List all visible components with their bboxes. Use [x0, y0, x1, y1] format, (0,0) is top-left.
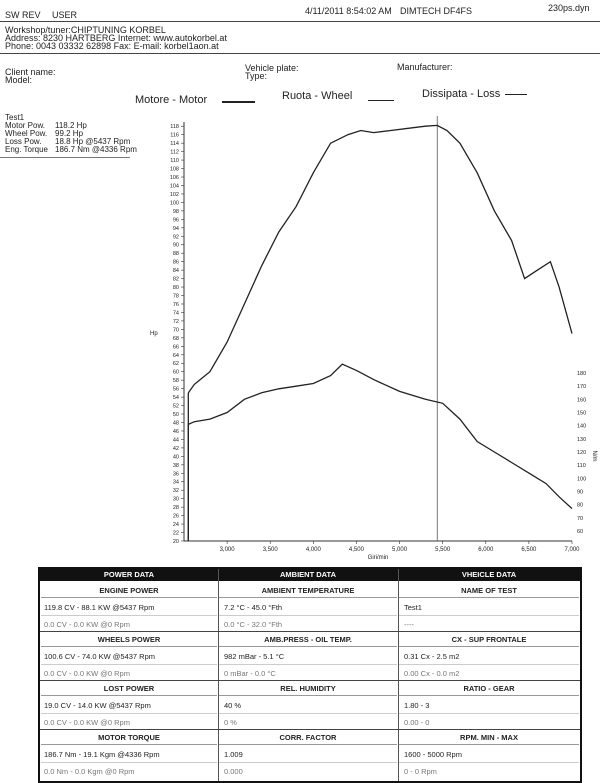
model-label: Model: [5, 75, 33, 85]
table-cell-rule [41, 762, 217, 763]
vehicle-plate-label: Vehicle plate: [245, 63, 299, 73]
x-tick-label: 3,500 [262, 547, 278, 553]
loss-pow-value: 18.8 Hp @5437 Rpm [55, 137, 131, 146]
x-axis-label: Giri/min [367, 555, 389, 561]
y-tick-label: 118 [170, 124, 179, 131]
y-tick-label: 108 [169, 166, 179, 173]
table-cell-value: 1600 - 5000 Rpm [404, 750, 462, 759]
y-tick-label: 72 [172, 318, 179, 325]
test-name: Test1 [5, 113, 25, 122]
table-cell-rule [41, 664, 217, 665]
table-cell-title: MOTOR TORQUE [98, 733, 160, 742]
y-tick-label: 48 [172, 420, 179, 427]
y-tick-label: 88 [172, 251, 179, 258]
y-tick-label: 56 [172, 386, 179, 393]
wheel-pow-label: Wheel Pow. [5, 129, 48, 138]
y-tick-label: 22 [172, 530, 179, 537]
table-cell-rule [399, 597, 579, 598]
torque-line [188, 364, 572, 508]
table-cell-rule [41, 597, 217, 598]
wheel-pow-value: 99.2 Hp [55, 129, 84, 138]
y-tick-label: 60 [172, 369, 179, 376]
y-tick-label: 82 [172, 276, 179, 283]
table-cell-value: 7.2 °C - 45.0 °Fth [224, 603, 283, 612]
col-divider-2 [398, 569, 399, 781]
y-tick-label: 106 [169, 175, 179, 182]
table-cell-secondary-value: 0.00 - 0 [404, 718, 430, 727]
table-cell-value: 100.6 CV - 74.0 KW @5437 Rpm [44, 652, 155, 661]
address-line: Address: 8230 HARTBERG Internet: www.autokorbel.at [5, 33, 227, 43]
y-tick-label: 20 [172, 539, 179, 545]
y-tick-label: 66 [172, 344, 179, 351]
table-cell-title: RPM. MIN - MAX [460, 733, 518, 742]
y2-tick-label: 170 [577, 384, 587, 391]
file-name: 230ps.dyn [548, 3, 590, 13]
col-header-vehicle: VHEICLE DATA [461, 570, 517, 579]
software-label: SW REV [5, 10, 41, 20]
y-tick-label: 86 [172, 259, 179, 266]
y2-tick-label: 130 [577, 436, 587, 443]
table-cell-rule [219, 664, 397, 665]
table-cell-rule [399, 713, 579, 714]
y-tick-label: 36 [172, 471, 179, 478]
y2-tick-label: 100 [577, 476, 587, 483]
y2-tick-label: 180 [577, 371, 587, 377]
y-tick-label: 58 [172, 378, 179, 385]
table-cell-rule [219, 713, 397, 714]
manufacturer-label: Manufacturer: [397, 62, 453, 72]
x-tick-label: 3,000 [219, 547, 235, 553]
table-cell-secondary-value: 0.0 CV - 0.0 KW @0 Rpm [44, 718, 130, 727]
x-tick-label: 4,500 [348, 547, 364, 553]
motor-pow-label: Motor Pow. [5, 121, 46, 130]
x-tick-label: 5,000 [392, 547, 408, 553]
y-tick-label: 104 [169, 183, 179, 190]
y-tick-label: 84 [172, 268, 179, 275]
y-tick-label: 28 [172, 505, 179, 512]
table-cell-secondary-value: 0.0 CV - 0.0 KW @0 Rpm [44, 620, 130, 629]
table-cell-secondary-value: 0.0 °C - 32.0 °Fth [224, 620, 283, 629]
y-tick-label: 54 [172, 395, 179, 402]
table-cell-secondary-value: 0.0 Nm - 0.0 Kgm @0 Rpm [44, 767, 135, 776]
y2-tick-label: 80 [577, 502, 584, 509]
table-cell-rule [219, 744, 397, 745]
y2-tick-label: 140 [577, 423, 587, 430]
table-cell-value: 1.009 [224, 750, 243, 759]
y2-tick-label: 70 [577, 515, 584, 522]
col-header-power: POWER DATA [103, 570, 155, 579]
y-tick-label: 30 [172, 496, 179, 503]
y-tick-label: 78 [172, 293, 179, 300]
y-tick-label: 76 [172, 301, 179, 308]
y-tick-label: 116 [170, 132, 179, 139]
table-cell-value: 119.8 CV - 88.1 KW @5437 Rpm [44, 603, 155, 612]
y-tick-label: 90 [172, 242, 179, 249]
table-cell-rule [41, 713, 217, 714]
y-tick-label: 74 [172, 310, 179, 317]
table-cell-rule [41, 695, 217, 696]
y-tick-label: 96 [172, 217, 179, 224]
table-cell-rule [399, 744, 579, 745]
table-row-separator [40, 631, 580, 632]
table-cell-value: 186.7 Nm - 19.1 Kgm @4336 Rpm [44, 750, 160, 759]
table-cell-value: 1.80 - 3 [404, 701, 430, 710]
table-cell-title: WHEELS POWER [97, 635, 161, 644]
y-tick-label: 64 [172, 352, 179, 359]
y2-tick-label: 160 [577, 397, 587, 404]
table-cell-value: 19.0 CV - 14.0 KW @5437 Rpm [44, 701, 151, 710]
table-cell-secondary-value: 0.000 [224, 767, 243, 776]
y2-tick-label: 120 [577, 450, 587, 456]
device-name: DIMTECH DF4FS [400, 6, 472, 16]
table-cell-rule [219, 646, 397, 647]
y-tick-label: 34 [172, 479, 179, 486]
y2-tick-label: 90 [577, 489, 584, 496]
y2-tick-label: 60 [577, 529, 584, 535]
type-label: Type: [245, 71, 268, 81]
table-cell-rule [41, 646, 217, 647]
table-cell-value: 0.31 Cx - 2.5 m2 [404, 652, 460, 661]
table-cell-title: NAME OF TEST [461, 586, 517, 595]
y2-tick-label: 110 [577, 463, 586, 470]
table-cell-title: RATIO - GEAR [463, 684, 515, 693]
table-cell-rule [399, 762, 579, 763]
table-cell-secondary-value: 0.00 Cx - 0.0 m2 [404, 669, 460, 678]
y-axis-label: Hp [150, 331, 158, 337]
y-tick-label: 102 [169, 191, 179, 198]
table-cell-rule [219, 695, 397, 696]
table-cell-title: LOST POWER [103, 684, 155, 693]
table-cell-secondary-value: 0 mBar - 0.0 °C [224, 669, 276, 678]
table-cell-rule [399, 664, 579, 665]
table-cell-rule [219, 615, 397, 616]
y-tick-label: 52 [172, 403, 179, 410]
table-cell-secondary-value: ---- [404, 620, 414, 629]
table-cell-value: 40 % [224, 701, 242, 710]
col-header-ambient: AMBIENT DATA [280, 570, 336, 579]
x-tick-label: 7,000 [564, 547, 580, 553]
client-name-label: Client name: [5, 67, 56, 77]
table-cell-title: CX - SUP FRONTALE [451, 635, 527, 644]
table-cell-rule [219, 597, 397, 598]
x-tick-label: 6,000 [478, 547, 494, 553]
legend-wheel-label: Ruota - Wheel [282, 90, 353, 102]
table-cell-rule [219, 762, 397, 763]
table-row-separator [40, 729, 580, 730]
table-cell-rule [41, 615, 217, 616]
workshop-line: Workshop/tuner:CHIPTUNING KORBEL [5, 25, 166, 35]
table-cell-secondary-value: 0 % [224, 718, 237, 727]
table-cell-title: CORR. FACTOR [279, 733, 337, 742]
y-tick-label: 94 [172, 225, 179, 232]
y-tick-label: 100 [169, 200, 179, 207]
legend-loss-label: Dissipata - Loss [422, 88, 501, 100]
table-cell-rule [41, 744, 217, 745]
y-tick-label: 26 [172, 513, 179, 520]
y2-axis-label: N/m [591, 450, 597, 462]
y-tick-label: 44 [172, 437, 179, 444]
phone-line: Phone: 0043 03332 62898 Fax: E-mail: korbel1aon.at [5, 41, 219, 51]
table-cell-secondary-value: 0 - 0 Rpm [404, 767, 437, 776]
table-cell-rule [399, 646, 579, 647]
data-table [38, 567, 582, 783]
y-tick-label: 40 [172, 454, 179, 461]
y-tick-label: 42 [172, 445, 179, 452]
y-tick-label: 24 [172, 522, 179, 529]
y-tick-label: 80 [172, 285, 179, 292]
y-tick-label: 68 [172, 335, 179, 342]
y-tick-label: 50 [172, 412, 179, 419]
y-tick-label: 92 [172, 234, 179, 241]
col-divider-1 [218, 569, 219, 781]
table-cell-title: AMB.PRESS - OIL TEMP. [264, 635, 352, 644]
table-cell-title: AMBIENT TEMPERATURE [261, 586, 355, 595]
table-cell-secondary-value: 0.0 CV - 0.0 KW @0 Rpm [44, 669, 130, 678]
y2-tick-label: 150 [577, 410, 587, 417]
y-tick-label: 32 [172, 488, 179, 495]
x-tick-label: 6,500 [521, 547, 537, 553]
eng-torque-label: Eng. Torque [5, 145, 48, 154]
loss-pow-label: Loss Pow. [5, 137, 42, 146]
motor-power-line [188, 125, 572, 393]
table-cell-title: ENGINE POWER [99, 586, 159, 595]
user-label: USER [52, 10, 78, 20]
table-cell-title: REL. HUMIDITY [280, 684, 336, 693]
y-tick-label: 46 [172, 428, 179, 435]
y-tick-label: 98 [172, 208, 179, 215]
y-tick-label: 114 [170, 141, 179, 148]
table-cell-value: 982 mBar - 5.1 °C [224, 652, 285, 661]
table-cell-rule [399, 695, 579, 696]
datetime: 4/11/2011 8:54:02 AM [305, 6, 392, 16]
table-cell-value: Test1 [404, 603, 422, 612]
motor-pow-value: 118.2 Hp [55, 121, 87, 130]
table-row-separator [40, 680, 580, 681]
x-tick-label: 4,000 [305, 547, 321, 553]
table-cell-rule [399, 615, 579, 616]
y-tick-label: 62 [172, 361, 179, 368]
y-tick-label: 112 [170, 149, 179, 156]
y-tick-label: 70 [172, 327, 179, 334]
y-tick-label: 110 [170, 158, 179, 165]
x-tick-label: 5,500 [435, 547, 451, 553]
legend-motor-label: Motore - Motor [135, 94, 208, 106]
y-tick-label: 38 [172, 462, 179, 469]
eng-torque-value: 186.7 Nm @4336 Rpm [55, 145, 137, 154]
